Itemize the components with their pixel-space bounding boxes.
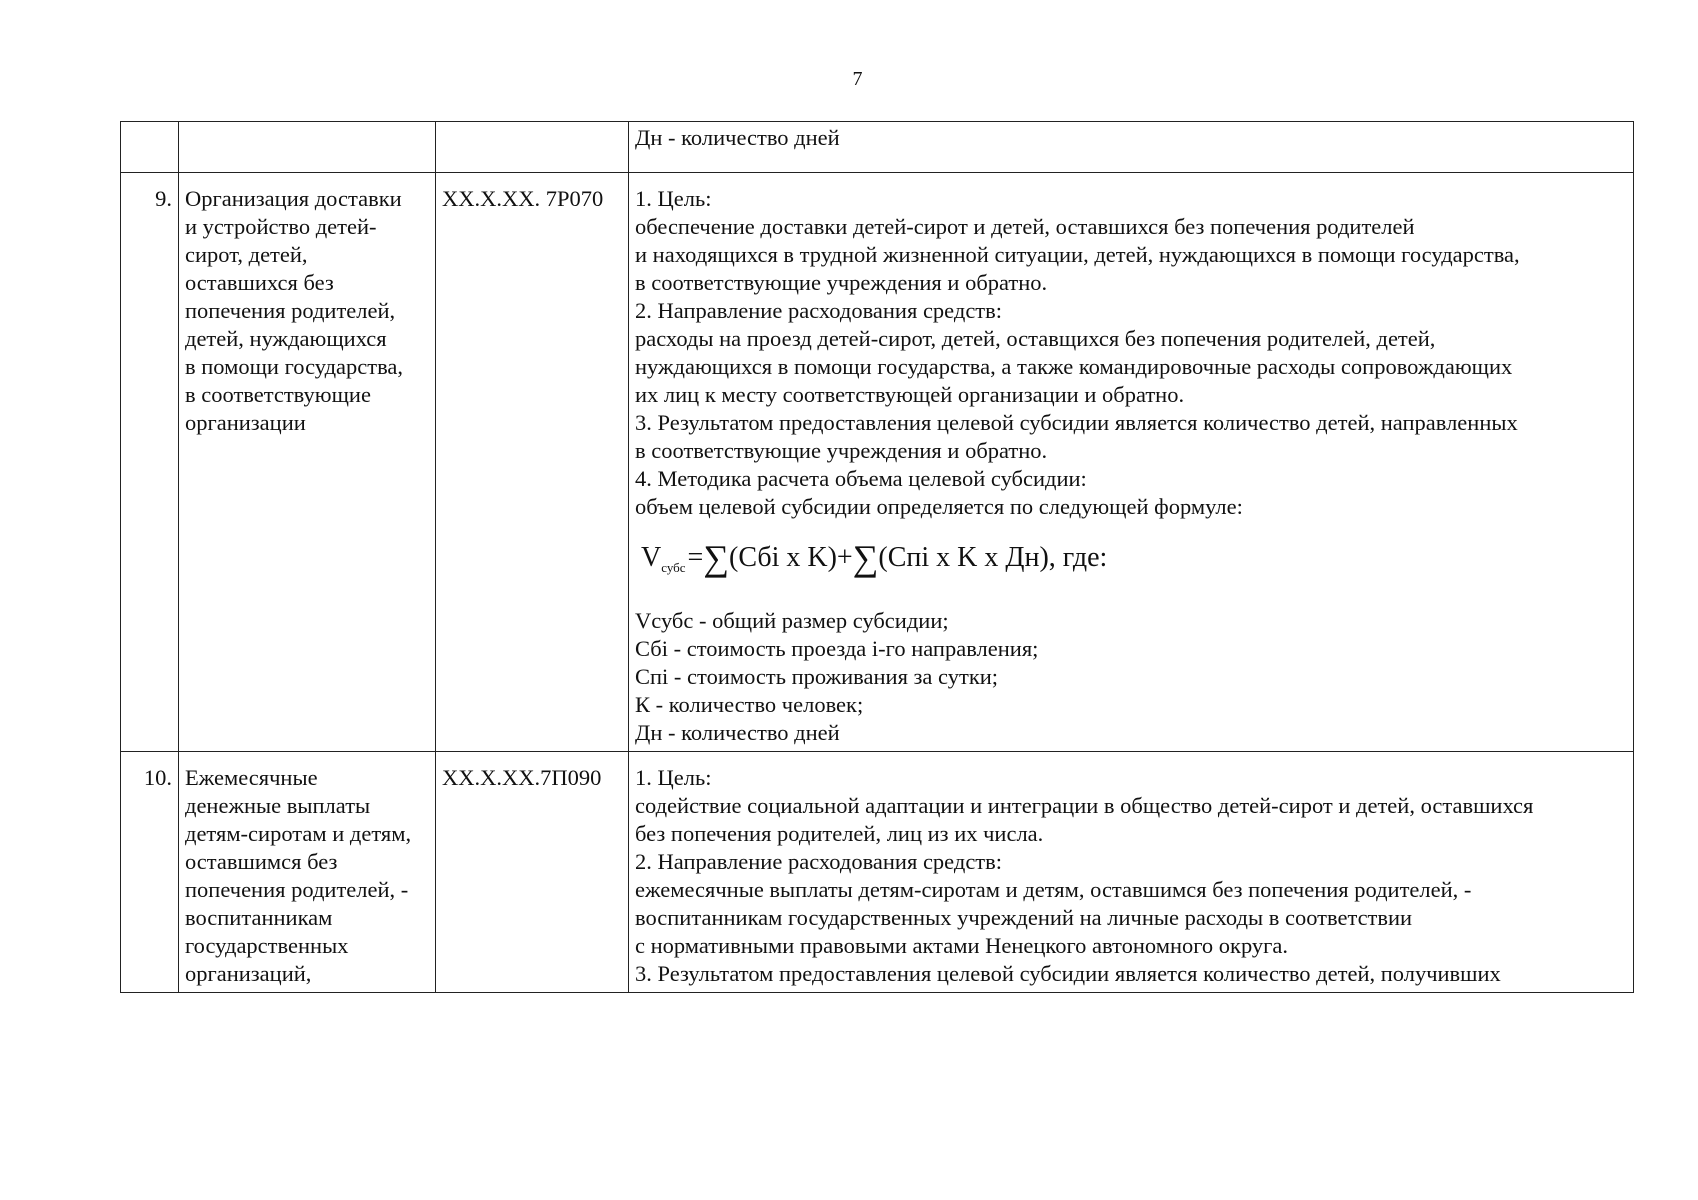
formula-term: (Сбi x K)+ [729, 542, 853, 573]
description-line: Vсубс - общий размер субсидии; [635, 608, 949, 633]
description-line: объем целевой субсидии определяется по следующей формуле: [635, 494, 1243, 519]
table-row-continuation [121, 122, 1634, 173]
name-line: детей, нуждающихся [185, 326, 387, 351]
formula-equals: = [687, 542, 704, 573]
description-line: 4. Методика расчета объема целевой субсидии: [635, 466, 1087, 491]
description-line: с нормативными правовыми актами Ненецкого автономного округа. [635, 933, 1289, 958]
description-line: 2. Направление расходования средств: [635, 298, 1003, 323]
description-line: 1. Цель: [635, 186, 712, 211]
row-number-cell [121, 122, 179, 173]
description-line: Спi - стоимость проживания за сутки; [635, 664, 999, 689]
description-line: без попечения родителей, лиц из их числа. [635, 821, 1044, 846]
name-line: оставшихся без [185, 270, 334, 295]
description-line: 1. Цель: [635, 765, 712, 790]
description-line: К - количество человек; [635, 692, 864, 717]
name-line: Ежемесячные [185, 765, 318, 790]
description-line: их лиц к месту соответствующей организации и обратно. [635, 382, 1185, 407]
name-line: денежные выплаты [185, 793, 371, 818]
name-line: детям-сиротам и детям, [185, 821, 412, 846]
name-line: сирот, детей, [185, 242, 308, 267]
name-line: организаций, [185, 961, 312, 986]
name-line: попечения родителей, - [185, 877, 409, 902]
row-name-cell [179, 752, 436, 993]
formula-v: V [641, 542, 662, 573]
description-line: и находящихся в трудной жизненной ситуации, детей, нуждающихся в помощи государства, [635, 242, 1520, 267]
description-line: 3. Результатом предоставления целевой субсидии является количество детей, получивших [635, 961, 1501, 986]
description-line: нуждающихся в помощи государства, а также командировочные расходы сопровождающих [635, 354, 1513, 379]
row-description-cell [629, 173, 1634, 752]
description-line: Сбi - стоимость проезда i-го направления; [635, 636, 1039, 661]
name-line: государственных [185, 933, 349, 958]
name-line: Организация доставки [185, 186, 402, 211]
table-row-9 [121, 173, 1634, 752]
row-code-cell: XX.X.XX. 7Р070 [436, 173, 629, 752]
description-line: обеспечение доставки детей-сирот и детей, оставшихся без попечения родителей [635, 214, 1415, 239]
description-line: 3. Результатом предоставления целевой субсидии является количество детей, направленных [635, 410, 1518, 435]
row-code-cell: XX.X.XX.7П090 [436, 752, 629, 993]
description-line: Дн - количество дней [635, 720, 840, 745]
name-line: и устройство детей- [185, 214, 377, 239]
description-line: воспитанникам государственных учреждений на личные расходы в соответствии [635, 905, 1413, 930]
subsidy-table [120, 121, 1634, 993]
formula-term: (Спi x K x Дн), где: [878, 542, 1108, 573]
sigma-icon: ∑ [703, 538, 730, 578]
name-line: оставшимся без [185, 849, 338, 874]
description-line: 2. Направление расходования средств: [635, 849, 1003, 874]
row-description-cell [629, 752, 1634, 993]
page-number: 7 [852, 68, 863, 90]
description-line: ежемесячные выплаты детям-сиротам и детям, оставшимся без попечения родителей, - [635, 877, 1472, 902]
row-name-cell [179, 122, 436, 173]
row-number-cell: 9. [121, 173, 179, 752]
formula-subscript: субс [661, 560, 686, 575]
description-line: в соответствующие учреждения и обратно. [635, 438, 1048, 463]
row-name-cell [179, 173, 436, 752]
description-line: расходы на проезд детей-сирот, детей, оставщихся без попечения родителей, детей, [635, 326, 1436, 351]
row-code-cell [436, 122, 629, 173]
sigma-icon: ∑ [852, 538, 879, 578]
name-line: организации [185, 410, 306, 435]
row-description-cell [629, 122, 1634, 173]
name-line: попечения родителей, [185, 298, 396, 323]
table-row-10 [121, 752, 1634, 993]
subsidy-formula [641, 538, 1627, 585]
row-number-cell: 10. [121, 752, 179, 993]
description-line: Дн - количество дней [635, 125, 840, 150]
description-line: в соответствующие учреждения и обратно. [635, 270, 1048, 295]
description-line: содействие социальной адаптации и интеграции в общество детей-сирот и детей, оставшихся [635, 793, 1534, 818]
name-line: воспитанникам [185, 905, 333, 930]
name-line: в соответствующие [185, 382, 371, 407]
name-line: в помощи государства, [185, 354, 404, 379]
